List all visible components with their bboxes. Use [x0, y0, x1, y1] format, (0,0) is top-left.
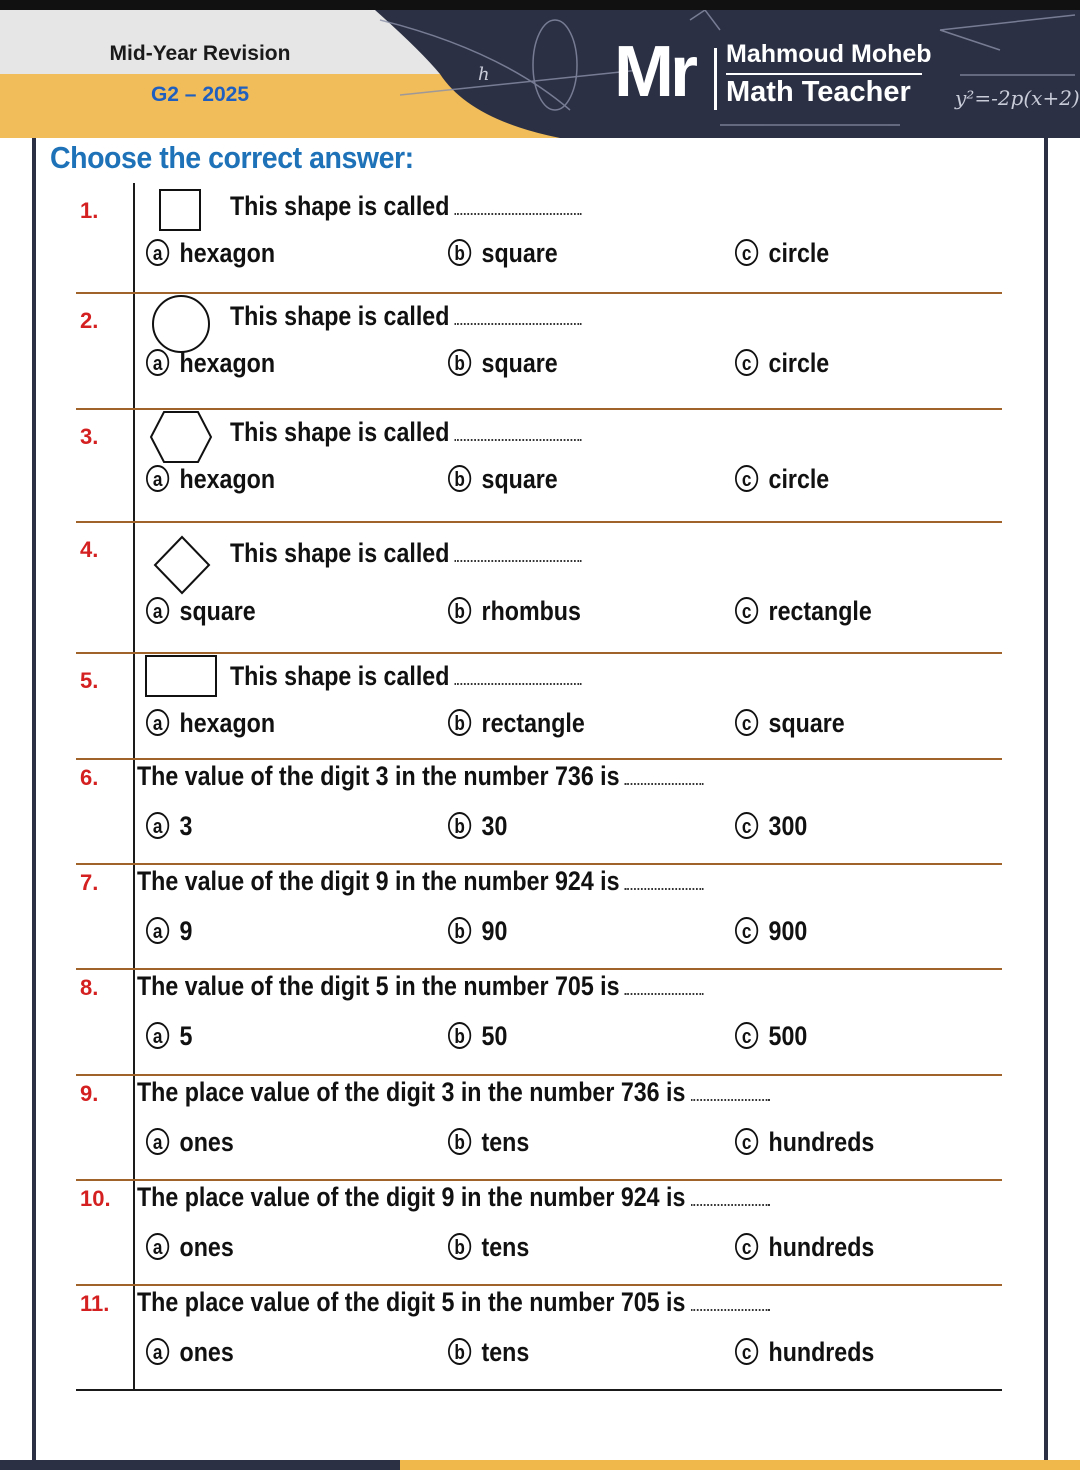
option-text: square	[179, 596, 256, 626]
revision-label: Mid-Year Revision	[109, 42, 291, 65]
option-text: hundreds	[768, 1337, 875, 1367]
option-letter-badge: a	[146, 1128, 169, 1155]
svg-text:h: h	[478, 64, 490, 85]
option-letter-badge: b	[448, 812, 471, 839]
question-6	[76, 759, 1002, 865]
option-letter-badge: b	[448, 917, 471, 944]
question-7	[76, 864, 1002, 970]
square-shape	[157, 187, 203, 238]
option-b[interactable]	[448, 1337, 529, 1368]
option-a[interactable]	[146, 1232, 234, 1263]
answer-blank[interactable]	[691, 1203, 770, 1206]
option-text: circle	[768, 464, 830, 494]
option-a[interactable]	[146, 1337, 234, 1368]
option-text: 9	[179, 916, 193, 946]
option-c[interactable]	[735, 811, 807, 842]
question-number: 3.	[80, 424, 99, 449]
option-b[interactable]	[448, 348, 558, 379]
option-b[interactable]	[448, 464, 558, 495]
page-frame-left	[32, 138, 36, 1460]
option-text: 900	[768, 916, 808, 946]
option-text: hexagon	[179, 238, 276, 268]
option-letter-badge: b	[448, 349, 471, 376]
answer-blank[interactable]	[455, 559, 582, 562]
option-text: rectangle	[481, 708, 585, 738]
option-text: hundreds	[768, 1232, 875, 1262]
option-letter-badge: b	[448, 1128, 471, 1155]
option-c[interactable]	[735, 348, 829, 379]
option-b[interactable]	[448, 916, 507, 947]
option-a[interactable]	[146, 596, 256, 627]
svg-text:y²=-2p(x+2): y²=-2p(x+2)	[955, 86, 1080, 110]
option-letter-badge: c	[735, 1128, 758, 1155]
option-text: square	[481, 464, 558, 494]
option-c[interactable]	[735, 1127, 874, 1158]
question-number: 9.	[80, 1081, 99, 1106]
question-number: 6.	[80, 765, 99, 790]
answer-blank[interactable]	[455, 682, 582, 685]
option-text: ones	[179, 1232, 234, 1262]
option-letter-badge: b	[448, 709, 471, 736]
row-separator	[76, 1389, 1002, 1391]
option-text: circle	[768, 348, 830, 378]
top-border	[0, 0, 1080, 10]
question-3	[76, 409, 1002, 523]
option-text: tens	[481, 1337, 530, 1367]
page-frame-right	[1044, 138, 1048, 1460]
question-stem	[137, 1182, 770, 1213]
question-number: 8.	[80, 975, 99, 1000]
question-number: 7.	[80, 870, 99, 895]
option-letter-badge: b	[448, 239, 471, 266]
question-5	[76, 653, 1002, 760]
question-10	[76, 1180, 1002, 1286]
option-b[interactable]	[448, 1232, 529, 1263]
question-1	[76, 183, 1002, 294]
question-number: 11.	[80, 1291, 110, 1316]
question-2	[76, 293, 1002, 410]
option-a[interactable]	[146, 464, 275, 495]
question-stem	[230, 661, 582, 692]
answer-blank[interactable]	[455, 212, 582, 215]
rectangle-shape	[144, 653, 218, 704]
option-a[interactable]	[146, 238, 275, 269]
option-text: hundreds	[768, 1127, 875, 1157]
option-text: 50	[481, 1021, 508, 1051]
option-letter-badge: c	[735, 709, 758, 736]
answer-blank[interactable]	[625, 887, 704, 890]
option-text: square	[481, 348, 558, 378]
option-text: circle	[768, 238, 830, 268]
hexagon-shape	[148, 409, 214, 470]
option-letter-badge: c	[735, 465, 758, 492]
question-9	[76, 1075, 1002, 1181]
logo-underline	[726, 73, 922, 75]
option-c[interactable]	[735, 708, 845, 739]
option-letter-badge: b	[448, 1022, 471, 1049]
option-text: ones	[179, 1127, 234, 1157]
question-number: 1.	[80, 198, 99, 223]
option-text: hexagon	[179, 464, 276, 494]
question-stem-text: This shape is called	[230, 417, 450, 447]
question-stem-text: The value of the digit 3 in the number 736 is	[137, 761, 620, 791]
option-text: ones	[179, 1337, 234, 1367]
question-4	[76, 522, 1002, 654]
option-letter-badge: c	[735, 349, 758, 376]
option-letter-badge: c	[735, 1022, 758, 1049]
option-letter-badge: a	[146, 812, 169, 839]
question-stem-text: The place value of the digit 9 in the number 924 is	[137, 1182, 686, 1212]
option-b[interactable]	[448, 596, 581, 627]
option-text: 300	[768, 811, 808, 841]
option-b[interactable]	[448, 1127, 529, 1158]
question-stem	[137, 761, 704, 792]
question-stem	[230, 191, 582, 222]
option-a[interactable]	[146, 348, 275, 379]
option-letter-badge: c	[735, 239, 758, 266]
option-c[interactable]	[735, 596, 872, 627]
option-letter-badge: a	[146, 465, 169, 492]
option-a[interactable]	[146, 708, 275, 739]
question-stem-text: This shape is called	[230, 538, 450, 568]
question-stem-text: The value of the digit 9 in the number 924 is	[137, 866, 620, 896]
question-11	[76, 1285, 1002, 1391]
answer-blank[interactable]	[455, 438, 582, 441]
option-b[interactable]	[448, 238, 558, 269]
grade-label: G2 – 2025	[150, 83, 250, 106]
option-text: rhombus	[481, 596, 581, 626]
answer-blank[interactable]	[625, 992, 704, 995]
option-letter-badge: a	[146, 1022, 169, 1049]
question-stem	[230, 538, 582, 569]
option-b[interactable]	[448, 708, 585, 739]
question-stem	[230, 301, 582, 332]
option-a[interactable]	[146, 1021, 192, 1052]
option-text: rectangle	[768, 596, 872, 626]
option-letter-badge: c	[735, 917, 758, 944]
logo-initials: Mr	[614, 32, 694, 112]
option-letter-badge: b	[448, 1233, 471, 1260]
option-letter-badge: a	[146, 597, 169, 624]
option-letter-badge: a	[146, 709, 169, 736]
option-c[interactable]	[735, 464, 829, 495]
option-b[interactable]	[448, 811, 507, 842]
answer-blank[interactable]	[455, 322, 582, 325]
option-letter-badge: b	[448, 465, 471, 492]
question-stem-text: This shape is called	[230, 191, 450, 221]
option-c[interactable]	[735, 238, 829, 269]
question-stem-text: The place value of the digit 5 in the number 705 is	[137, 1287, 686, 1317]
option-c[interactable]	[735, 1337, 874, 1368]
option-text: 90	[481, 916, 508, 946]
option-c[interactable]	[735, 916, 807, 947]
question-stem	[230, 417, 582, 448]
question-stem	[137, 1077, 770, 1108]
question-number: 5.	[80, 668, 99, 693]
teacher-role: Math Teacher	[726, 76, 911, 108]
option-letter-badge: a	[146, 1233, 169, 1260]
logo-divider	[714, 48, 717, 110]
section-title: Choose the correct answer:	[50, 140, 414, 175]
question-stem-text: This shape is called	[230, 301, 450, 331]
question-stem-text: The place value of the digit 3 in the number 736 is	[137, 1077, 686, 1107]
option-c[interactable]	[735, 1232, 874, 1263]
option-a[interactable]	[146, 916, 192, 947]
rhombus-shape	[152, 534, 212, 601]
option-text: hexagon	[179, 348, 276, 378]
answer-blank[interactable]	[691, 1098, 770, 1101]
question-number: 4.	[80, 537, 99, 562]
option-letter-badge: a	[146, 917, 169, 944]
option-text: 5	[179, 1021, 193, 1051]
option-letter-badge: a	[146, 1338, 169, 1365]
question-stem	[137, 866, 704, 897]
option-letter-badge: c	[735, 1338, 758, 1365]
option-letter-badge: c	[735, 812, 758, 839]
teacher-name: Mahmoud Moheb	[726, 40, 932, 68]
question-8	[76, 969, 1002, 1076]
option-a[interactable]	[146, 1127, 234, 1158]
option-c[interactable]	[735, 1021, 807, 1052]
option-text: hexagon	[179, 708, 276, 738]
option-text: tens	[481, 1232, 530, 1262]
option-text: square	[481, 238, 558, 268]
bottom-accent	[400, 1460, 1080, 1470]
option-text: 3	[179, 811, 193, 841]
option-letter-badge: b	[448, 597, 471, 624]
question-stem-text: The value of the digit 5 in the number 705 is	[137, 971, 620, 1001]
option-a[interactable]	[146, 811, 192, 842]
option-letter-badge: c	[735, 1233, 758, 1260]
option-letter-badge: a	[146, 239, 169, 266]
option-text: square	[768, 708, 845, 738]
option-text: 30	[481, 811, 508, 841]
answer-blank[interactable]	[625, 782, 704, 785]
option-letter-badge: b	[448, 1338, 471, 1365]
option-text: 500	[768, 1021, 808, 1051]
answer-blank[interactable]	[691, 1308, 770, 1311]
question-stem-text: This shape is called	[230, 661, 450, 691]
question-number: 10.	[80, 1186, 111, 1211]
question-number: 2.	[80, 308, 99, 333]
option-letter-badge: c	[735, 597, 758, 624]
option-b[interactable]	[448, 1021, 507, 1052]
option-letter-badge: a	[146, 349, 169, 376]
option-text: tens	[481, 1127, 530, 1157]
question-stem	[137, 971, 704, 1002]
page-header	[0, 10, 1080, 138]
question-stem	[137, 1287, 770, 1318]
